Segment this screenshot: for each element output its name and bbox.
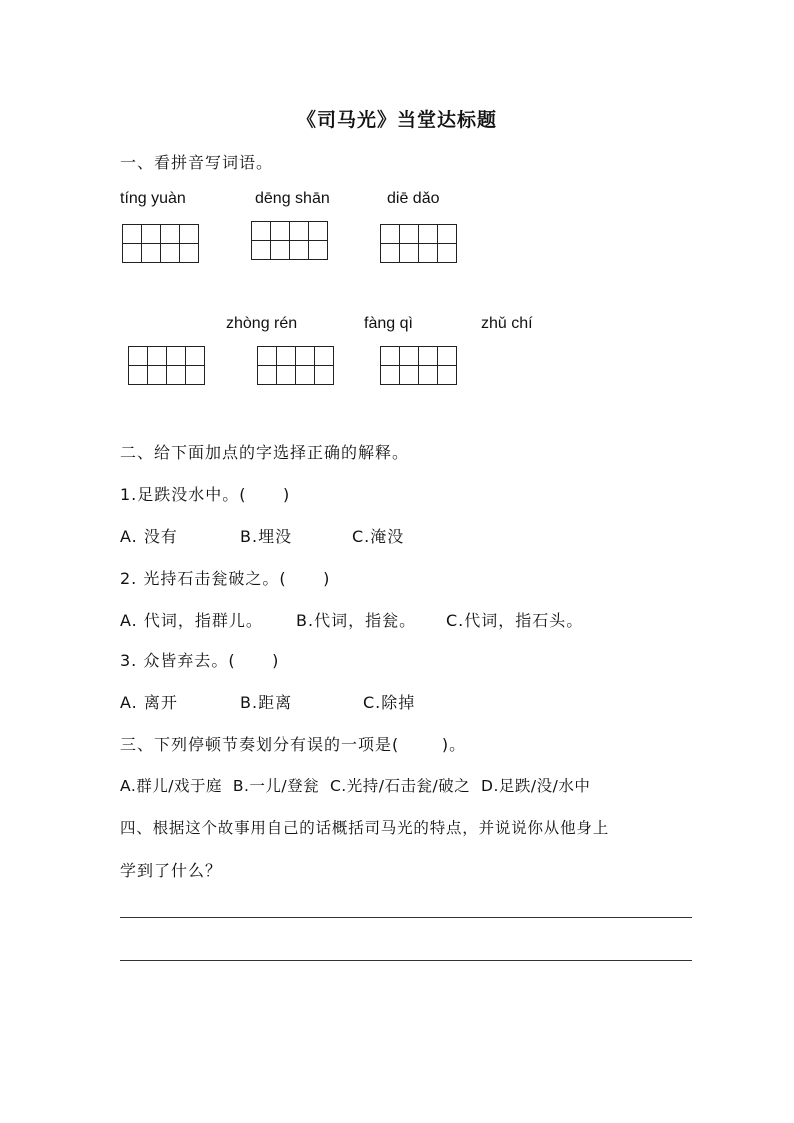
q1-option-c: C.淹没 — [352, 527, 405, 546]
pinyin-fangqi: fàng qì — [364, 315, 413, 332]
q3-option-c: C.除掉 — [363, 693, 416, 712]
section4-heading-line2: 学到了什么？ — [120, 861, 223, 880]
q3-option-b: B.距离 — [240, 693, 293, 712]
question-2: 2. 光持石击瓮破之。( ) — [120, 569, 331, 588]
writing-grid[interactable] — [380, 224, 457, 263]
answer-line-1[interactable] — [120, 917, 692, 918]
question-3: 3. 众皆弃去。( ) — [120, 651, 280, 670]
pinyin-zhongren: zhòng rén — [226, 315, 298, 332]
writing-grid[interactable] — [380, 346, 457, 385]
pinyin-dengshan: dēng shān — [255, 190, 330, 207]
q3-option-a: A. 离开 — [120, 693, 178, 712]
writing-grid[interactable] — [251, 221, 328, 260]
pinyin-diedao: diē dǎo — [387, 190, 440, 207]
writing-grid[interactable] — [128, 346, 205, 385]
q2-option-c: C.代词，指石头。 — [446, 611, 584, 630]
writing-grid[interactable] — [257, 346, 334, 385]
q1-option-b: B.埋没 — [240, 527, 293, 546]
page-title: 《司马光》当堂达标题 — [296, 109, 497, 131]
q2-option-a: A. 代词，指群儿。 — [120, 611, 263, 630]
section2-heading: 二、给下面加点的字选择正确的解释。 — [120, 443, 410, 462]
pinyin-tingyuan: tíng yuàn — [120, 190, 186, 207]
writing-grid[interactable] — [122, 224, 199, 263]
section1-heading: 一、看拼音写词语。 — [120, 153, 274, 172]
question-1: 1.足跌没水中。( ) — [120, 485, 291, 504]
q1-option-a: A. 没有 — [120, 527, 178, 546]
q2-option-b: B.代词，指瓮。 — [296, 611, 417, 630]
pinyin-zhuchi: zhǔ chí — [481, 315, 533, 332]
section3-options: A.群儿/戏于庭 B.一儿/登瓮 C.光持/石击瓮/破之 D.足跌/没/水中 — [120, 777, 591, 795]
answer-line-2[interactable] — [120, 960, 692, 961]
section3-heading: 三、下列停顿节奏划分有误的一项是( )。 — [120, 735, 467, 754]
section4-heading-line1: 四、根据这个故事用自己的话概括司马光的特点，并说说你从他身上 — [120, 819, 610, 837]
